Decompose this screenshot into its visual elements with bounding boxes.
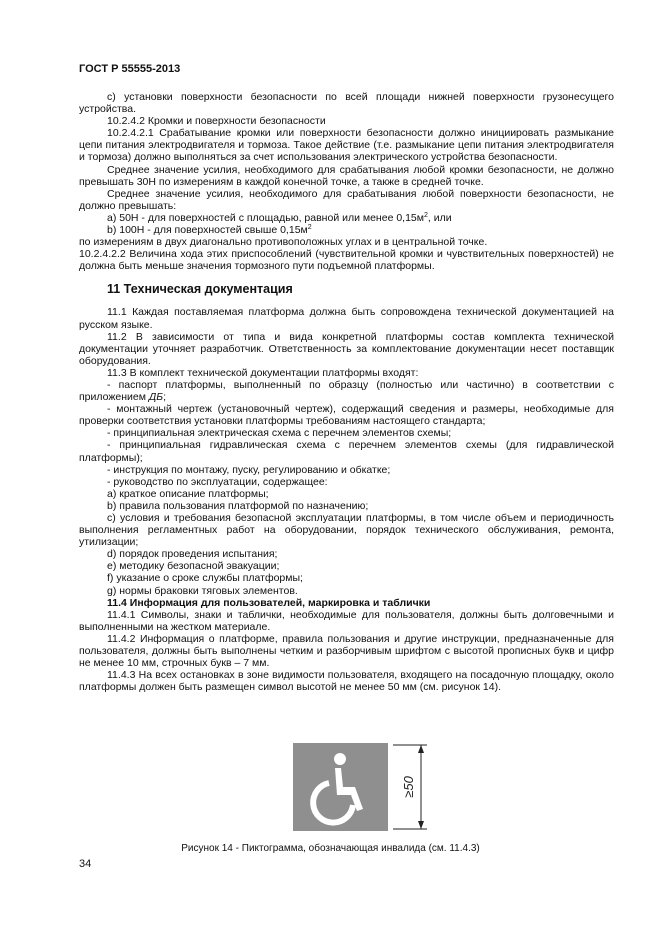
pictogram-background (293, 743, 388, 831)
standard-header: ГОСТ Р 55555-2013 (79, 63, 181, 75)
paragraph-measurement-points: по измерениям в двух диагонально противоположных углах и в центральной точке. (79, 236, 488, 249)
clause-11-1: 11.1 Каждая поставляемая платформа должна быть сопровождена технической документацией на русском языке. (79, 306, 614, 331)
doc-item-hydraulic-scheme: - принципиальная гидравлическая схема с перечнем элементов схемы (для гидравлической платформы); (79, 439, 614, 464)
clause-10-2-4-2: 10.2.4.2 Кромки и поверхности безопасности (107, 115, 326, 128)
item-a-sup: 2 (423, 211, 428, 219)
page-number: 34 (79, 858, 92, 870)
doc-item-passport (79, 379, 614, 403)
doc-item-electrical-scheme: - принципиальная электрическая схема с перечнем элементов схемы; (107, 427, 452, 440)
clause-11-4-2: 11.4.2 Информация о платформе, правила пользования и другие инструкции, предназначенные для пользователя, должны быть выполнены четким и разборчивым шрифтом с высотой прописных букв и цифр не менее 10 мм, строчных букв – 7 мм. (79, 632, 614, 670)
document-body (79, 91, 614, 693)
dimension-label: ≥50 (401, 776, 416, 798)
manual-item-d: d) порядок проведения испытания; (107, 548, 278, 561)
doc-item-passport-end: ; (163, 391, 167, 404)
doc-item-operation-manual: - руководство по эксплуатации, содержащее: (107, 475, 328, 488)
clause-11-2: 11.2 В зависимости от типа и вида конкретной платформы состав комплекта технической документации уточняет разработчик. Ответственность за комплектование документации несет поставщик оборудования. (79, 330, 614, 367)
manual-item-e: e) методику безопасной эвакуации; (107, 560, 280, 573)
section-11-title: 11 Техническая документация (107, 282, 293, 297)
appendix-reference: ДБ (148, 391, 164, 404)
manual-item-c: c) условия и требования безопасной эксплуатации платформы, в том числе объем и периодичность выполнения регламентных работ на оборудовании, порядок технического обслуживания, ремонта, утилизации; (79, 512, 614, 549)
doc-item-installation-drawing: - монтажный чертеж (установочный чертеж), содержащий сведения и размеры, необходимые для проверки соответствия установки платформы требованиям настоящего стандарта; (79, 403, 614, 428)
wheelchair-icon (293, 743, 388, 831)
item-b-sup: 2 (307, 224, 312, 232)
manual-item-f: f) указание о сроке службы платформы; (107, 572, 303, 585)
clause-11-3: 11.3 В комплект технической документации платформы входят: (107, 366, 419, 379)
manual-item-b: b) правила пользования платформой по назначению; (107, 499, 369, 512)
clause-11-4-1: 11.4.1 Символы, знаки и таблички, необходимые для пользователя, должны быть долговечными и выполненными на жестком материале. (79, 608, 614, 633)
item-b-text: b) 100Н - для поверхностей свыше 0,15м (107, 224, 308, 237)
paragraph-average-surface-force: Среднее значение усилия, необходимого для срабатывания любой поверхности безопасности, не должно превышать: (79, 187, 614, 212)
clause-11-4-heading: 11.4 Информация для пользователей, маркировка и таблички (107, 596, 431, 609)
figure-caption: Рисунок 14 - Пиктограмма, обозначающая инвалида (см. 11.4.3) (181, 843, 480, 854)
clause-10-2-4-2-2: 10.2.4.2.2 Величина хода этих приспособлений (чувствительной кромки и чувствительных поверхностей) не должна быть меньше значения тормозного пути подъемной платформы. (79, 248, 614, 273)
clause-11-4-3: 11.4.3 На всех остановках в зоне видимости пользователя, входящего на посадочную площадку, около платформы должен быть размещен символ высотой не менее 50 мм (см. рисунок 14). (79, 669, 614, 694)
figure-14 (293, 743, 433, 839)
clause-c-install: с) установки поверхности безопасности по всей площади нижней поверхности грузонесущего устройства. (79, 91, 614, 116)
paragraph-average-edge-force: Среднее значение усилия, необходимого для срабатывания любой кромки безопасности, не должно превышать 30Н по измерениям в каждой конечной точке, а также в средней точке. (79, 163, 614, 188)
doc-item-mounting-instruction: - инструкция по монтажу, пуску, регулированию и обкатке; (107, 463, 391, 476)
dimension-marker (393, 743, 433, 839)
item-b-100n (79, 224, 614, 236)
doc-item-passport-text: - паспорт платформы, выполненный по образцу (полностью или частично) в соответствии с приложением (79, 378, 614, 404)
item-a-text-end: , или (427, 211, 452, 224)
item-a-50n (79, 212, 614, 224)
clause-10-2-4-2-1: 10.2.4.2.1 Срабатывание кромки или поверхности безопасности должно инициировать размыкание цепи питания электродвигателя и тормоза. Такое действие (т.е. размыкание цепи питания электродвигателя и тормоза) должно выполняться за счет использования электрического устройства безопасности. (79, 127, 614, 164)
manual-item-g: g) нормы браковки тяговых элементов. (107, 584, 298, 597)
item-a-text: а) 50Н - для поверхностей с площадью, равной или менее 0,15м (107, 211, 424, 224)
manual-item-a: а) краткое описание платформы; (107, 487, 269, 500)
